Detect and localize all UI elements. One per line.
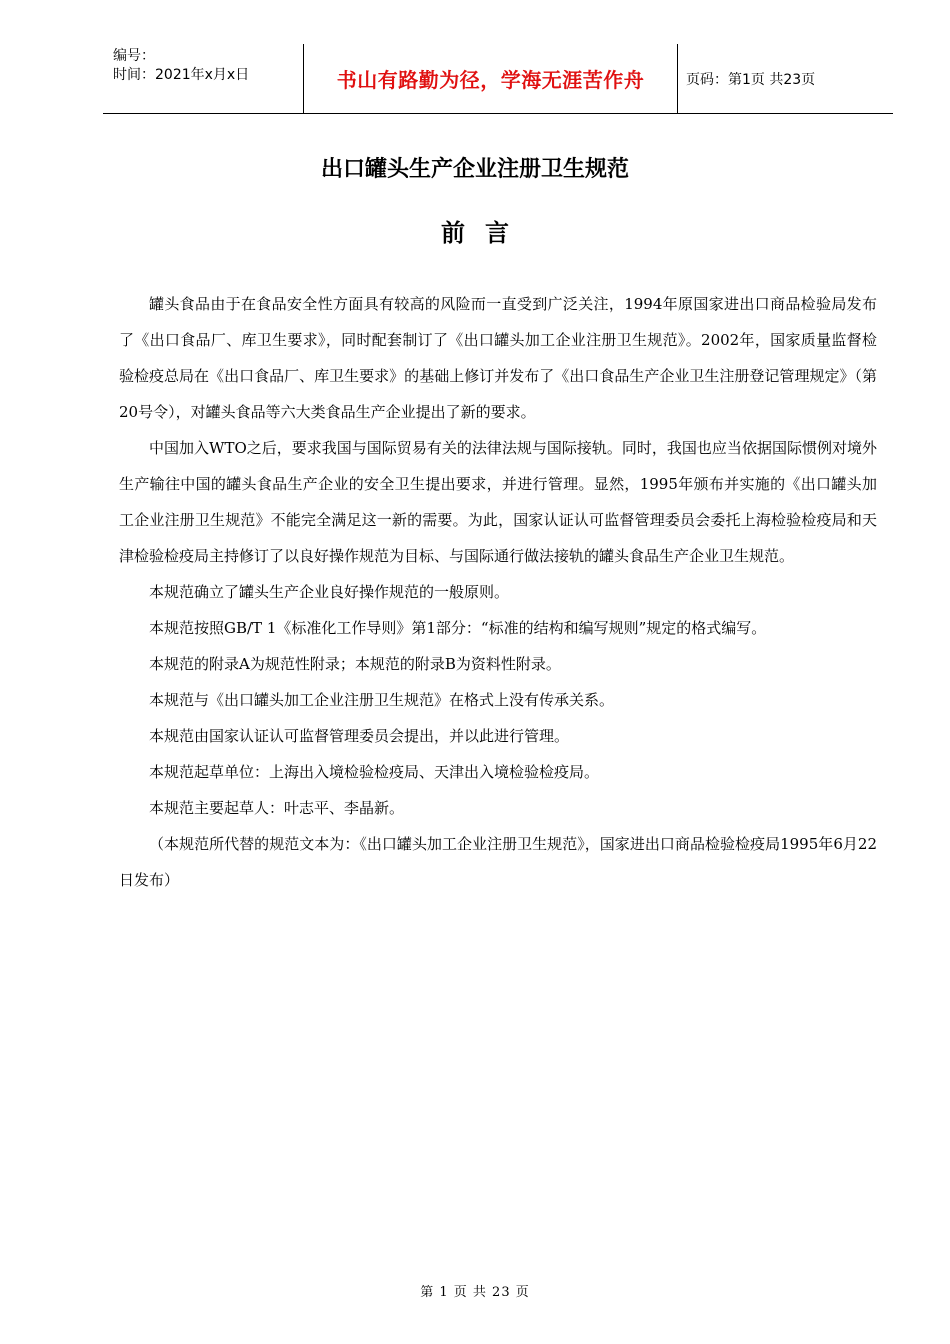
paragraph: 本规范按照GB/T 1《标准化工作导则》第1部分：“标准的结构和编写规则”规定的格式编写。 <box>149 619 767 637</box>
number-label: 编号： <box>113 48 155 64</box>
page-header <box>103 44 893 114</box>
paragraph: 本规范由国家认证认可监督管理委员会提出，并以此进行管理。 <box>149 727 570 745</box>
paragraph: 罐头食品由于在食品安全性方面具有较高的风险而一直受到广泛关注，1994年原国家进出口商品检验局发布了《出口食品厂、库卫生要求》，同时配套制订了《出口罐头加工企业注册卫生规范》。2002年，国家质量监督检验检疫总局在《出口食品厂、库卫生要求》的基础上修订并发布了《出口食品生产企业卫生注册登记管理规定》（第20号令），对罐头食品等六大类食品生产企业提出了新的要求。 <box>119 295 877 421</box>
footer-page-number: 第 1 页 共 23 页 <box>420 1285 530 1300</box>
header-page-cell <box>678 44 893 113</box>
paragraph: 本规范确立了罐头生产企业良好操作规范的一般原则。 <box>149 583 510 601</box>
header-meta-cell <box>103 44 304 113</box>
time-label: 时间：2021年x月x日 <box>113 67 250 83</box>
paragraph: 本规范主要起草人：叶志平、李晶新。 <box>149 799 405 817</box>
paragraph: 本规范与《出口罐头加工企业注册卫生规范》在格式上没有传承关系。 <box>149 691 615 709</box>
header-motto-cell <box>304 44 678 113</box>
paragraph: （本规范所代替的规范文本为：《出口罐头加工企业注册卫生规范》，国家进出口商品检验检疫局1995年6月22日发布） <box>119 835 877 889</box>
paragraph: 本规范起草单位：上海出入境检验检疫局、天津出入境检验检疫局。 <box>149 763 600 781</box>
header-page-info: 页码：第1页 共23页 <box>686 71 816 88</box>
paragraph: 中国加入WTO之后，要求我国与国际贸易有关的法律法规与国际接轨。同时，我国也应当依据国际惯例对境外生产输往中国的罐头食品生产企业的安全卫生提出要求，并进行管理。显然，1995年颁布并实施的《出口罐头加工企业注册卫生规范》不能完全满足这一新的需要。为此，国家认证认可监督管理委员会委托上海检验检疫局和天津检验检疫局主持修订了以良好操作规范为目标、与国际通行做法接轨的罐头食品生产企业卫生规范。 <box>119 439 877 565</box>
section-title: 前言 <box>441 219 529 247</box>
paragraph: 本规范的附录A为规范性附录；本规范的附录B为资料性附录。 <box>149 655 561 673</box>
document-body <box>119 286 877 898</box>
motto-text: 书山有路勤为径，学海无涯苦作舟 <box>336 68 645 92</box>
document-title: 出口罐头生产企业注册卫生规范 <box>320 157 629 182</box>
page-footer <box>0 1281 950 1300</box>
